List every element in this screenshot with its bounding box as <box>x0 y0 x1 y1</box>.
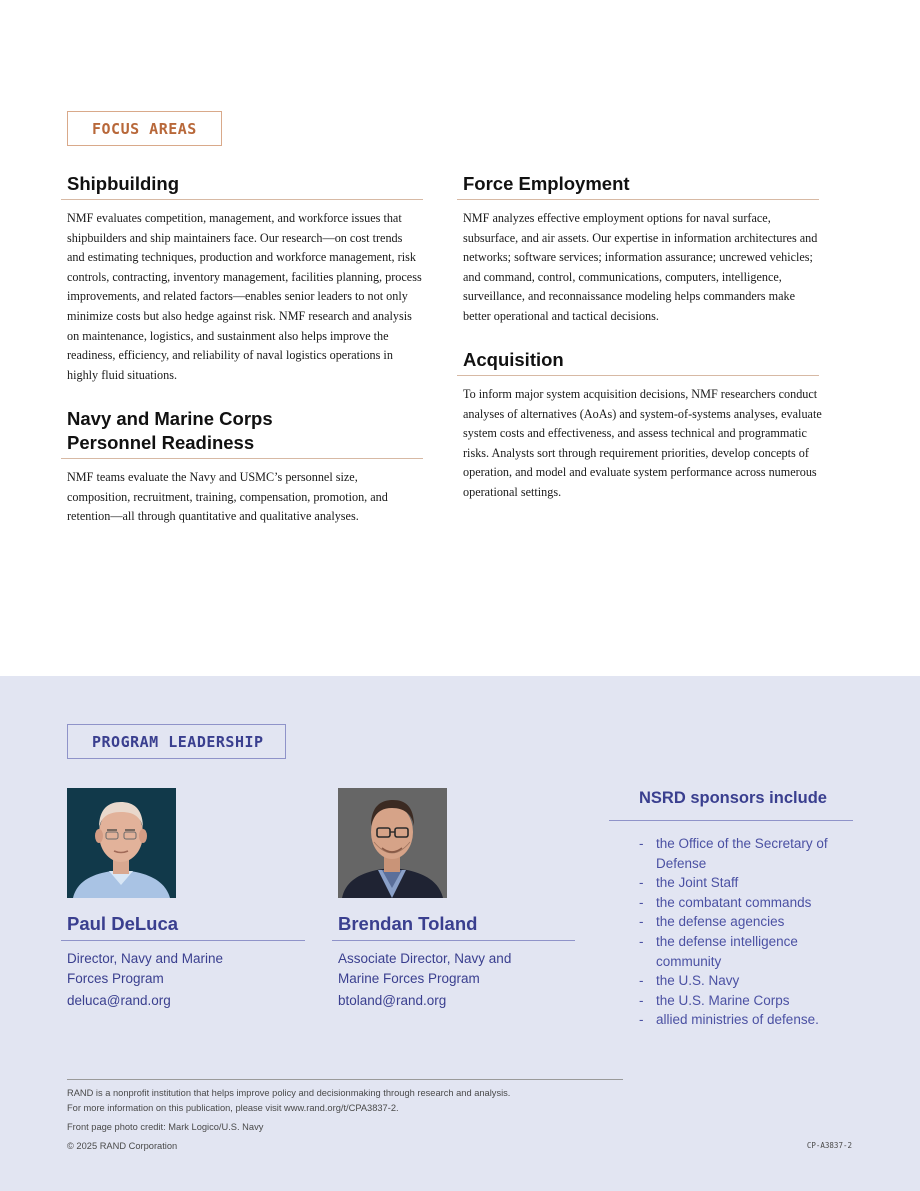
sponsor-item-label: the combatant commands <box>656 894 812 910</box>
nsrd-sponsors-heading: NSRD sponsors include <box>639 789 827 807</box>
brendan-toland-role-line2: Marine Forces Program <box>338 970 480 986</box>
force-employment-heading: Force Employment <box>463 173 630 194</box>
footer-about-line1: RAND is a nonprofit institution that helps improve policy and decisionmaking through research and analysis. <box>67 1088 511 1098</box>
sponsor-item-label: the U.S. Marine Corps <box>656 992 790 1008</box>
paul-deluca-card <box>61 912 305 1010</box>
nsrd-sponsors-divider <box>609 820 853 821</box>
sponsor-item <box>639 893 853 913</box>
force-employment-divider <box>457 199 819 200</box>
brendan-toland-role-line1: Associate Director, Navy and <box>338 951 512 966</box>
paul-deluca-role-line2: Forces Program <box>67 970 164 986</box>
sponsor-item-label: the defense intelligence community <box>656 933 798 969</box>
acquisition-body: To inform major system acquisition decisions, NMF researchers conduct analyses of alternatives (AoAs) and system-of-systems analyses, evaluate system costs and effectiveness, and assess technical and programmatic risks. Analysts sort through requirement priorities, develop concepts of operation, and model and evaluate system performance across numerous operational settings. <box>463 387 822 499</box>
paul-deluca-portrait <box>67 788 176 898</box>
brendan-toland-divider <box>332 940 575 941</box>
personnel-readiness-section <box>61 407 423 527</box>
paul-deluca-name: Paul DeLuca <box>67 913 179 934</box>
paul-deluca-role <box>67 949 305 988</box>
sponsor-item <box>639 971 853 991</box>
paul-deluca-divider <box>61 940 305 941</box>
force-employment-body: NMF analyzes effective employment options for naval surface, subsurface, and air assets. Our expertise in information architectures and networks; software services; information assurance; uncrewed vehicles; and command, control, communications, computers, intelligence, surveillance, and reconnaissance modeling helps commanders make better operational and tactical decisions. <box>463 211 818 323</box>
sponsor-item <box>639 873 853 893</box>
dash-bullet-icon: - <box>639 894 644 910</box>
acquisition-divider <box>457 375 819 376</box>
sponsor-item <box>639 1010 853 1030</box>
dash-bullet-icon: - <box>639 933 644 949</box>
sponsor-item <box>639 991 853 1011</box>
shipbuilding-section <box>61 172 423 385</box>
dash-bullet-icon: - <box>639 973 644 989</box>
program-leadership-tag: PROGRAM LEADERSHIP <box>67 724 286 759</box>
sponsor-item <box>639 834 853 873</box>
brendan-toland-portrait <box>338 788 447 898</box>
force-employment-section <box>457 172 819 327</box>
footer-photo-credit: Front page photo credit: Mark Logico/U.S. Navy <box>67 1122 264 1132</box>
footer-divider <box>67 1079 623 1080</box>
brendan-toland-email[interactable]: btoland@rand.org <box>338 993 447 1009</box>
sponsor-item-label: the Joint Staff <box>656 875 739 891</box>
dash-bullet-icon: - <box>639 1012 644 1028</box>
paul-deluca-role-line1: Director, Navy and Marine <box>67 951 224 966</box>
document-code: CP-A3837-2 <box>806 1141 852 1150</box>
focus-areas-tag: FOCUS AREAS <box>67 111 222 146</box>
paul-deluca-photo <box>67 788 176 898</box>
acquisition-section <box>457 348 829 503</box>
footer-about-line2[interactable]: For more information on this publication, please visit www.rand.org/t/CPA3837-2. <box>67 1103 399 1113</box>
dash-bullet-icon: - <box>639 836 644 851</box>
personnel-readiness-body: NMF teams evaluate the Navy and USMC’s personnel size, composition, recruitment, training, compensation, promotion, and retention—all through quantitative and qualitative analyses. <box>67 470 388 524</box>
sponsor-item <box>639 932 853 971</box>
paul-deluca-email[interactable]: deluca@rand.org <box>67 993 171 1009</box>
personnel-readiness-heading <box>67 407 423 455</box>
shipbuilding-divider <box>61 199 423 200</box>
brendan-toland-name: Brendan Toland <box>338 913 478 934</box>
shipbuilding-body: NMF evaluates competition, management, and workforce issues that shipbuilders and ship maintainers face. Our research—on cost trends and estimating techniques, production and workforce management, risk controls, contracting, inventory management, facilities planning, process improvements, and related factors—enables senior leaders to not only minimize costs but also hedge against risk. NMF research and analysis on maintenance, logistics, and sustainment also helps improve the readiness, efficiency, and reliability of naval logistics operations in highly fluid situations. <box>67 211 422 382</box>
footer-copyright: © 2025 RAND Corporation <box>67 1141 178 1151</box>
acquisition-heading: Acquisition <box>463 349 564 370</box>
dash-bullet-icon: - <box>639 992 644 1008</box>
personnel-heading-line1: Navy and Marine Corps <box>67 408 273 429</box>
sponsor-item <box>639 912 853 932</box>
nsrd-sponsors-box <box>609 786 853 1030</box>
dash-bullet-icon: - <box>639 914 644 930</box>
sponsor-item-label: the U.S. Navy <box>656 973 740 989</box>
brendan-toland-role <box>338 949 575 988</box>
brendan-toland-card <box>332 912 575 1010</box>
personnel-heading-line2: Personnel Readiness <box>67 432 255 453</box>
sponsor-item-label: the defense agencies <box>656 914 785 930</box>
shipbuilding-heading: Shipbuilding <box>67 173 180 194</box>
personnel-readiness-divider <box>61 458 423 459</box>
sponsor-item-label: the Office of the Secretary of Defense <box>656 836 828 871</box>
sponsor-item-label: allied ministries of defense. <box>656 1012 819 1028</box>
brendan-toland-photo <box>338 788 447 898</box>
footer-about <box>67 1086 667 1116</box>
nsrd-sponsors-list <box>639 834 853 1030</box>
dash-bullet-icon: - <box>639 875 644 891</box>
